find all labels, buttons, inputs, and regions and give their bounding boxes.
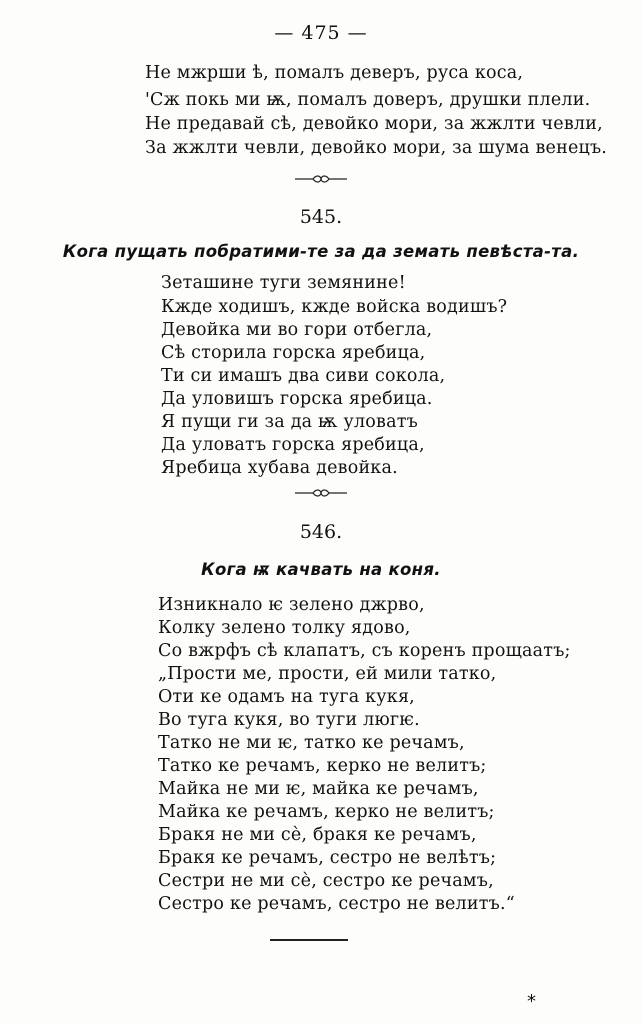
verse-line: Не предавай сѣ, девойко мори, за жжлти чевли, — [145, 114, 603, 134]
verse-line: Бракя не ми сѐ, бракя ке речамъ, — [158, 825, 477, 845]
song-number: 546. — [299, 521, 343, 543]
verse-line: Изникнало ѥ зелено джрво, — [158, 595, 425, 615]
verse-line: Сестри не ми сѐ, сестро ке речамъ, — [158, 871, 494, 891]
verse-line: Оти ке одамъ на туга кукя, — [158, 687, 415, 707]
ornament-divider — [0, 174, 642, 184]
verse-line: Сѣ сторила горска яребица, — [161, 343, 426, 363]
verse-line: Ти си имашъ два сиви сокола, — [161, 366, 446, 386]
verse-line: Майка ке речамъ, керко не велитъ; — [158, 802, 495, 822]
verse-line: Колку зелено толку ядово, — [158, 618, 411, 638]
verse-line: Да уловишъ горска яребица. — [161, 389, 433, 409]
verse-line: Майка не ми ѥ, майка ке речамъ, — [158, 779, 479, 799]
page-number: — 475 — — [274, 22, 368, 44]
verse-line: Я пущи ги за да ѭ уловатъ — [161, 412, 418, 432]
verse-line: Сестро ке речамъ, сестро не велитъ.“ — [158, 894, 515, 914]
verse-line: Зеташине туги земянине! — [161, 273, 406, 293]
verse-line: Да уловатъ горска яребица, — [161, 435, 425, 455]
verse-line: Татко ке речамъ, керко не велитъ; — [158, 756, 487, 776]
verse-line: Девойка ми во гори отбегла, — [161, 320, 433, 340]
verse-line: За жжлти чевли, девойко мори, за шума венецъ. — [145, 138, 608, 158]
verse-line: Татко не ми ѥ, татко ке речамъ, — [158, 733, 465, 753]
verse-line: 'Сж покь ми ѭ, помалъ доверъ, друшки плели. — [145, 90, 591, 110]
song-number: 545. — [299, 206, 343, 228]
verse-line: Во туга кукя, во туги люгѥ. — [158, 710, 420, 730]
verse-line: Яребица хубава девойка. — [161, 458, 398, 478]
verse-line: Кжде ходишъ, кжде войска водишъ? — [161, 297, 508, 317]
verse-line: Не мжрши ѣ, помалъ деверъ, руса коса, — [145, 63, 524, 83]
verse-line: Со вжрфъ сѣ клапатъ, съ коренъ прощаатъ; — [158, 641, 571, 661]
song-title: Кога ѭ качвать на коня. — [201, 560, 441, 579]
verse-line: „Прости ме, прости, ей мили татко, — [158, 664, 497, 684]
verse-line: Бракя ке речамъ, сестро не велѣтъ; — [158, 848, 497, 868]
footer-mark: * — [527, 991, 536, 1012]
end-rule — [270, 939, 348, 941]
ornament-divider — [0, 488, 642, 498]
song-title: Кога пущать побратими-те за да земать певѣста-та. — [62, 242, 580, 261]
